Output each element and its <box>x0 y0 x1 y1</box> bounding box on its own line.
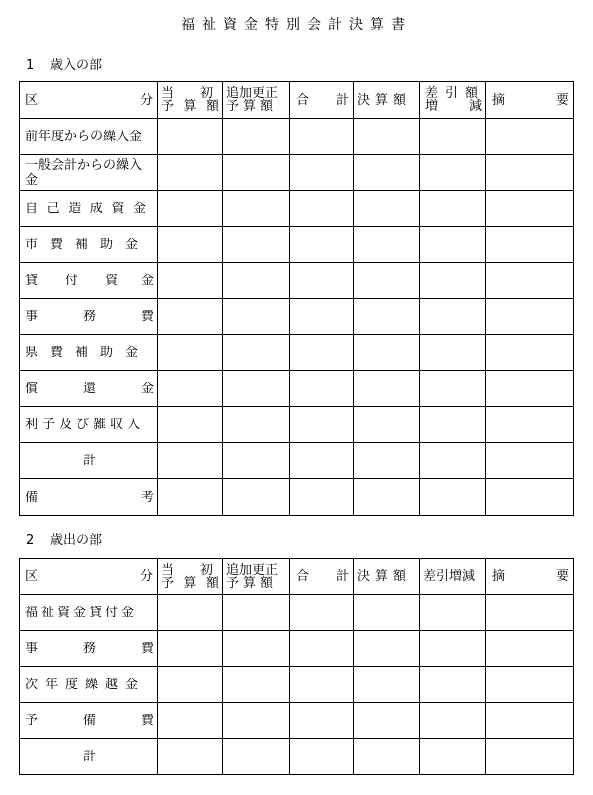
item-cell <box>20 443 158 479</box>
table-row <box>20 371 574 407</box>
value-cell <box>290 335 354 371</box>
header-initial-budget: 当 初 予 算 額 <box>158 559 223 595</box>
value-cell <box>486 667 574 703</box>
value-cell <box>486 227 574 263</box>
value-cell <box>223 299 290 335</box>
value-cell <box>223 227 290 263</box>
value-cell <box>158 371 223 407</box>
value-cell <box>223 407 290 443</box>
table-row <box>20 703 574 739</box>
value-cell <box>223 631 290 667</box>
header-kubun: 区 分 <box>20 559 158 595</box>
value-cell <box>223 595 290 631</box>
value-cell <box>354 631 420 667</box>
value-cell <box>486 371 574 407</box>
value-cell <box>354 443 420 479</box>
table-row <box>20 299 574 335</box>
revenue-section-heading <box>26 54 102 73</box>
value-cell <box>290 443 354 479</box>
value-cell <box>290 703 354 739</box>
header-settled: 決算額 <box>354 82 420 119</box>
value-cell <box>354 371 420 407</box>
value-cell <box>223 703 290 739</box>
value-cell <box>486 443 574 479</box>
row-label: 県費補助金 <box>25 346 151 359</box>
value-cell <box>420 479 486 516</box>
value-cell <box>420 191 486 227</box>
value-cell <box>420 263 486 299</box>
value-cell <box>486 191 574 227</box>
value-cell <box>223 191 290 227</box>
value-cell <box>158 299 223 335</box>
table-row <box>20 227 574 263</box>
item-cell <box>20 407 158 443</box>
value-cell <box>486 631 574 667</box>
revenue-section-number: 1 <box>26 58 35 73</box>
row-label: 計 <box>82 454 96 467</box>
row-label: 償 還 金 <box>25 382 154 395</box>
value-cell <box>290 407 354 443</box>
header-total: 合 計 <box>290 559 354 595</box>
document-title: 福祉資金特別会計決算書 <box>181 17 412 33</box>
item-cell <box>20 263 158 299</box>
value-cell <box>354 407 420 443</box>
value-cell <box>420 335 486 371</box>
table-row <box>20 667 574 703</box>
value-cell <box>486 739 574 775</box>
value-cell <box>223 443 290 479</box>
expenditure-header-row <box>20 559 574 595</box>
revenue-section-title: 歳入の部 <box>50 58 103 73</box>
value-cell <box>223 119 290 155</box>
row-label: 計 <box>82 750 96 763</box>
expenditure-section-title: 歳出の部 <box>50 533 103 548</box>
value-cell <box>420 227 486 263</box>
row-label: 市費補助金 <box>25 238 151 251</box>
header-revised-budget: 追加更正 予算額 <box>223 559 290 595</box>
row-label: 貸 付 資 金 <box>25 274 154 287</box>
value-cell <box>158 155 223 191</box>
row-label: 備 考 <box>25 490 154 504</box>
item-cell <box>20 299 158 335</box>
table-row <box>20 631 574 667</box>
revenue-table <box>19 81 574 516</box>
header-kubun: 区 分 <box>20 82 158 119</box>
value-cell <box>158 739 223 775</box>
value-cell <box>158 631 223 667</box>
header-difference: 差引額 増 減 <box>420 82 486 119</box>
value-cell <box>486 299 574 335</box>
value-cell <box>486 703 574 739</box>
value-cell <box>290 263 354 299</box>
row-label: 一般会計からの繰入金 <box>25 157 143 188</box>
value-cell <box>354 263 420 299</box>
value-cell <box>354 191 420 227</box>
header-initial-budget: 当 初 予 算 額 <box>158 82 223 119</box>
value-cell <box>420 631 486 667</box>
row-label: 予 備 費 <box>25 714 154 727</box>
table-row <box>20 191 574 227</box>
value-cell <box>290 227 354 263</box>
value-cell <box>354 739 420 775</box>
table-row <box>20 263 574 299</box>
row-label: 前年度からの繰入金 <box>25 130 143 143</box>
value-cell <box>354 703 420 739</box>
row-label: 福祉資金貸付金 <box>25 606 138 619</box>
item-cell <box>20 335 158 371</box>
value-cell <box>354 479 420 516</box>
header-remarks: 摘 要 <box>486 82 574 119</box>
value-cell <box>158 191 223 227</box>
value-cell <box>290 595 354 631</box>
value-cell <box>158 703 223 739</box>
value-cell <box>354 119 420 155</box>
value-cell <box>486 595 574 631</box>
value-cell <box>158 407 223 443</box>
value-cell <box>290 479 354 516</box>
value-cell <box>158 595 223 631</box>
value-cell <box>420 371 486 407</box>
table-row <box>20 119 574 155</box>
value-cell <box>223 371 290 407</box>
value-cell <box>223 335 290 371</box>
value-cell <box>420 739 486 775</box>
value-cell <box>290 667 354 703</box>
item-cell <box>20 479 158 516</box>
value-cell <box>420 407 486 443</box>
item-cell <box>20 595 158 631</box>
value-cell <box>223 155 290 191</box>
value-cell <box>290 631 354 667</box>
item-cell <box>20 739 158 775</box>
table-row <box>20 407 574 443</box>
row-label: 利子及び雑収入 <box>25 418 145 431</box>
row-label: 事 務 費 <box>25 310 154 323</box>
value-cell <box>486 407 574 443</box>
item-cell <box>20 119 158 155</box>
item-cell <box>20 703 158 739</box>
value-cell <box>158 335 223 371</box>
value-cell <box>158 263 223 299</box>
table-row <box>20 595 574 631</box>
value-cell <box>223 479 290 516</box>
table-row <box>20 155 574 191</box>
value-cell <box>158 443 223 479</box>
value-cell <box>354 335 420 371</box>
value-cell <box>486 119 574 155</box>
item-cell <box>20 155 158 191</box>
value-cell <box>223 739 290 775</box>
value-cell <box>420 443 486 479</box>
value-cell <box>354 155 420 191</box>
value-cell <box>486 479 574 516</box>
value-cell <box>223 263 290 299</box>
row-label: 事 務 費 <box>25 642 154 655</box>
row-label: 自己造成資金 <box>25 202 154 215</box>
value-cell <box>158 667 223 703</box>
table-row <box>20 739 574 775</box>
value-cell <box>158 227 223 263</box>
value-cell <box>223 667 290 703</box>
value-cell <box>486 335 574 371</box>
header-revised-budget: 追加更正 予算額 <box>223 82 290 119</box>
value-cell <box>420 595 486 631</box>
header-total: 合 計 <box>290 82 354 119</box>
value-cell <box>354 299 420 335</box>
value-cell <box>354 595 420 631</box>
value-cell <box>420 667 486 703</box>
item-cell <box>20 227 158 263</box>
value-cell <box>420 703 486 739</box>
value-cell <box>290 155 354 191</box>
value-cell <box>486 263 574 299</box>
value-cell <box>290 191 354 227</box>
expenditure-section-heading <box>26 529 102 548</box>
value-cell <box>354 227 420 263</box>
revenue-header-row <box>20 82 574 119</box>
table-row <box>20 443 574 479</box>
header-remarks: 摘 要 <box>486 559 574 595</box>
value-cell <box>486 155 574 191</box>
item-cell <box>20 631 158 667</box>
value-cell <box>420 119 486 155</box>
value-cell <box>290 299 354 335</box>
item-cell <box>20 371 158 407</box>
value-cell <box>290 739 354 775</box>
value-cell <box>420 299 486 335</box>
value-cell <box>290 371 354 407</box>
item-cell <box>20 667 158 703</box>
item-cell <box>20 191 158 227</box>
header-settled: 決算額 <box>354 559 420 595</box>
table-row <box>20 479 574 516</box>
value-cell <box>158 119 223 155</box>
value-cell <box>420 155 486 191</box>
expenditure-table <box>19 558 574 775</box>
row-label: 次年度繰越金 <box>25 678 146 691</box>
value-cell <box>158 479 223 516</box>
table-row <box>20 335 574 371</box>
value-cell <box>290 119 354 155</box>
expenditure-section-number: 2 <box>26 533 35 548</box>
value-cell <box>354 667 420 703</box>
header-difference: 差引増減 <box>420 559 486 595</box>
